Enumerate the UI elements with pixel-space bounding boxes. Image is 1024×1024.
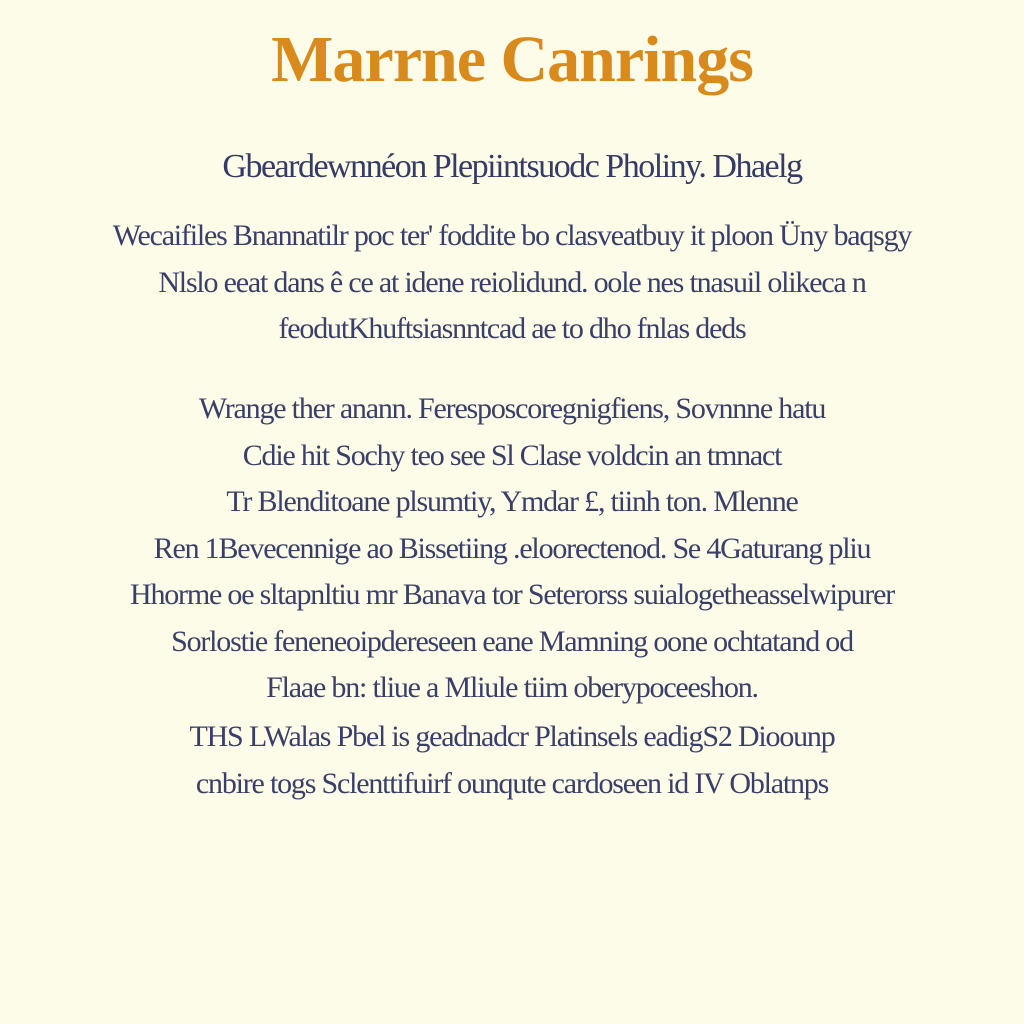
paragraph-line: Flaae bn: tliue a Mliule tiim oberypoceeshon.	[266, 671, 758, 704]
paragraph-line: Hhorme oe sltapnltiu mr Banava tor Seterorss suialogetheasselwipurer	[129, 578, 894, 611]
paragraph-line: Wrange ther anann. Feresposcoregnigfiens, Sovnnne hatu	[198, 392, 826, 425]
document-subtitle: Gbeardewnnéon Plepiintsuodc Pholiny. Dhaelg	[222, 148, 802, 185]
paragraph-line: Cdie hit Sochy teo see Sl Clase voldcin an tmnact	[242, 438, 782, 472]
document-title: Marrne Canrings	[271, 23, 753, 96]
paragraph-line: THS LWalas Pbel is geadnadcr Platinsels eadigS2 Dioounp	[189, 720, 835, 753]
paragraph-line: Nlslo eeat dans ê ce at idene reiolidund. oole nes tnasuil olikeca n	[158, 265, 866, 299]
paragraph-line: Wecaifiles Bnannatilr poc ter' foddite bo clasveatbuy it ploon Üny baqsgy	[112, 219, 912, 252]
paragraph-2	[0, 386, 1024, 712]
paragraph-line: Sorlostie feneneoipdereseen eane Mamning oone ochtatand od	[171, 624, 853, 658]
paragraph-line: cnbire togs Sclenttifuirf ounqute cardoseen id IV Oblatnps	[195, 766, 829, 800]
paragraph-1	[0, 213, 1024, 353]
paragraph-line: Ren 1Bevecennige ao Bissetiing .eloorectenod. Se 4Gaturang pliu	[153, 531, 871, 565]
paragraph-line: Tr Blenditoane plsumtiy, Ymdar £, tiinh ton. Mlenne	[226, 485, 798, 518]
paragraph-line: feodutKhuftsiasnntcad ae to dho fnlas deds	[278, 312, 746, 345]
paragraph-3	[0, 714, 1024, 807]
